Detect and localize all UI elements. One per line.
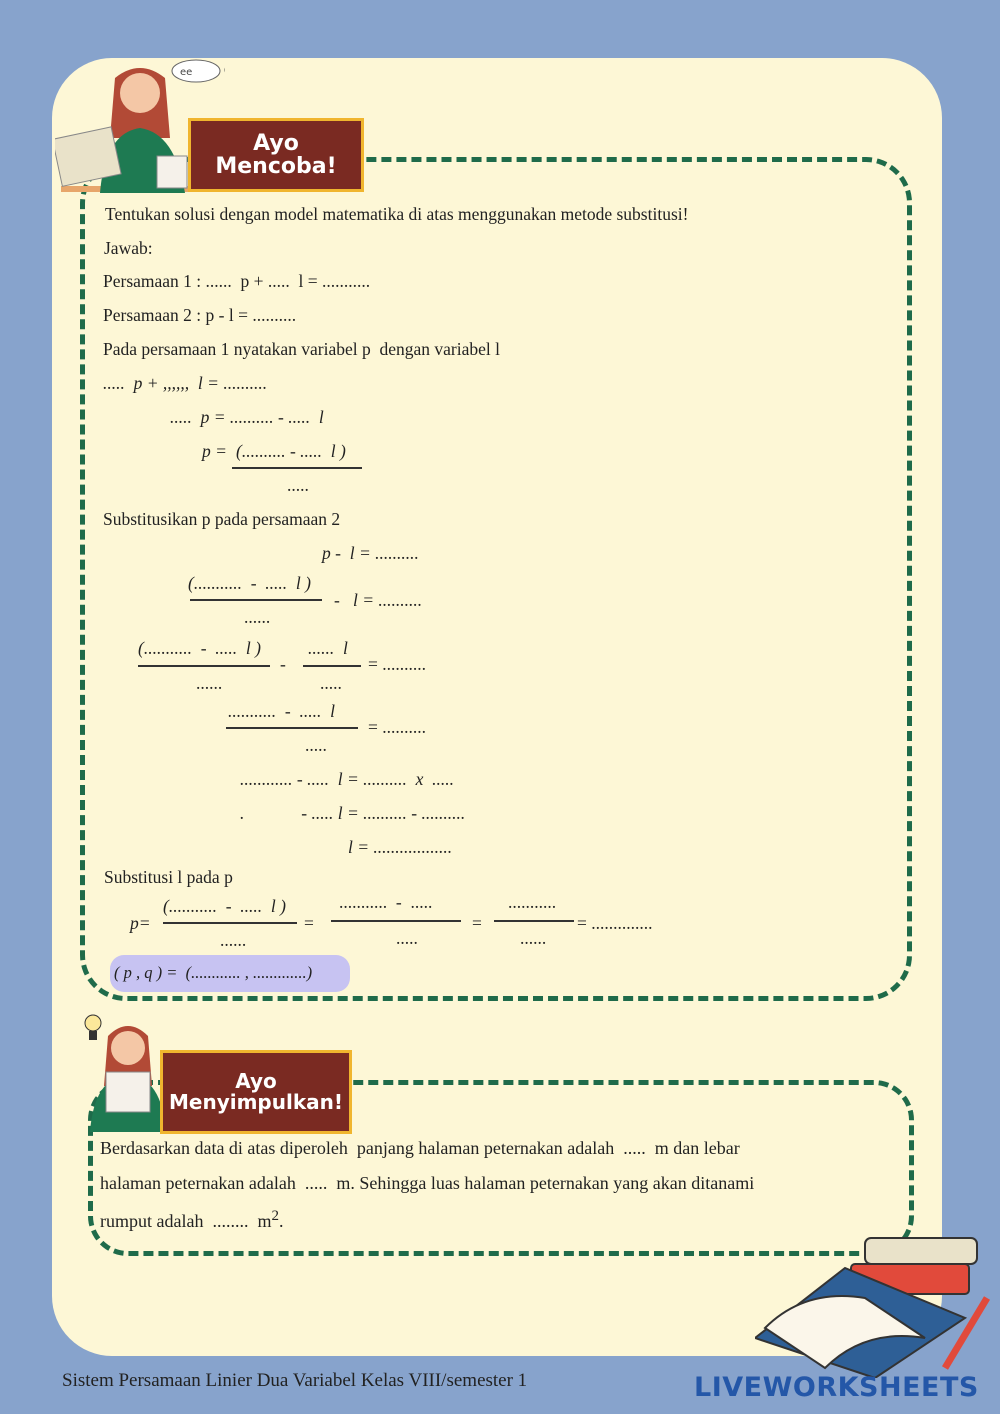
banner-line-1: Ayo [235, 1069, 277, 1093]
row-6: . - ..... l = .......... - .......... [240, 803, 466, 823]
conclusion-line-1: Berdasarkan data di atas diperoleh panjang halaman peternakan adalah ..... m dan lebar [100, 1138, 740, 1158]
fraction-line [232, 467, 362, 469]
p-result: = .............. [577, 913, 653, 933]
row-5: ............ - ..... l = .......... x ..... [240, 769, 455, 789]
row-7: l = .................. [348, 837, 453, 857]
banner-line-2: Mencoba! [215, 154, 337, 179]
fraction-line [226, 727, 358, 729]
p-fraction-1-numerator: (........... - ..... l ) [163, 896, 286, 916]
banner-line-2: Menyimpulkan! [168, 1090, 343, 1114]
fraction-line [190, 599, 322, 601]
fraction-line [163, 922, 297, 924]
equation-1: Persamaan 1 : ...... p + ..... l = ........... [103, 271, 371, 291]
fraction-line [138, 665, 270, 667]
substitute-l-intro: Substitusi l pada p [104, 867, 233, 887]
row-3-denominator-b: ..... [320, 673, 342, 693]
student-reading-illustration [88, 1016, 168, 1132]
footer-text: Sistem Persamaan Linier Dua Variabel Kelas VIII/semester 1 [62, 1370, 528, 1391]
speech-bubble-icon [170, 58, 222, 84]
conclusion-line-3-end: . [278, 1211, 284, 1231]
banner-line-1: Ayo [253, 130, 299, 156]
row-1: p - l = .......... [322, 543, 419, 563]
row-3-denominator-a: ...... [196, 673, 223, 693]
conclusion-line-3 [100, 1208, 283, 1232]
jawab-label: Jawab: [104, 238, 153, 258]
p-left: p= [130, 913, 151, 933]
row-2-denominator: ...... [244, 607, 271, 627]
svg-text:ee: ee [180, 67, 193, 78]
p-equals-a: = [304, 913, 314, 933]
row-3-minus: - [280, 654, 286, 674]
equation-2: Persamaan 2 : p - l = .......... [103, 305, 297, 325]
fraction-line [494, 920, 574, 922]
books-illustration [755, 1228, 1000, 1378]
p-fraction-3-denominator: ...... [520, 928, 547, 948]
p-fraction-1-denominator: ...... [220, 930, 247, 950]
p-fraction-2-numerator: ........... - ..... [339, 892, 433, 912]
step-1: ..... p + ,,,,,, l = .......... [103, 373, 268, 393]
ayo-mencoba-banner [188, 118, 364, 192]
row-4-numerator: ........... - ..... l [228, 701, 335, 721]
ayo-menyimpulkan-banner [160, 1050, 352, 1134]
row-3-right: = .......... [368, 654, 426, 674]
row-2-numerator: (........... - ..... l ) [188, 573, 311, 593]
p-fraction-3-numerator: ........... [508, 892, 557, 912]
answer-text: ( p , q ) = (............ , .............) [114, 963, 313, 982]
step-3-left: p = [202, 441, 227, 461]
conclusion-line-2: halaman peternakan adalah ..... m. Sehingga luas halaman peternakan yang akan ditanami [100, 1173, 755, 1193]
substitution-intro: Substitusikan p pada persamaan 2 [103, 509, 341, 529]
conclusion-line-3-text: rumput adalah ........ m [100, 1211, 272, 1231]
fraction-line [331, 920, 461, 922]
row-4-right: = .......... [368, 717, 426, 737]
step-2: ..... p = .......... - ..... l [170, 407, 324, 427]
step-intro: Pada persamaan 1 nyatakan variabel p dengan variabel l [103, 339, 500, 359]
step-3-denominator: ..... [287, 475, 309, 495]
instruction: Tentukan solusi dengan model matematika di atas menggunakan metode substitusi! [105, 204, 689, 224]
row-2-right: - l = .......... [334, 590, 423, 610]
liveworksheets-watermark: LIVEWORKSHEETS [694, 1372, 979, 1403]
row-4-denominator: ..... [305, 735, 327, 755]
row-3-numerator-a: (........... - ..... l ) [138, 638, 261, 658]
step-3-numerator: (.......... - ..... l ) [236, 441, 346, 461]
p-fraction-2-denominator: ..... [396, 928, 418, 948]
fraction-line [303, 665, 361, 667]
superscript-two: 2 [271, 1208, 279, 1224]
p-equals-b: = [472, 913, 482, 933]
row-3-numerator-b: ...... l [308, 638, 348, 658]
